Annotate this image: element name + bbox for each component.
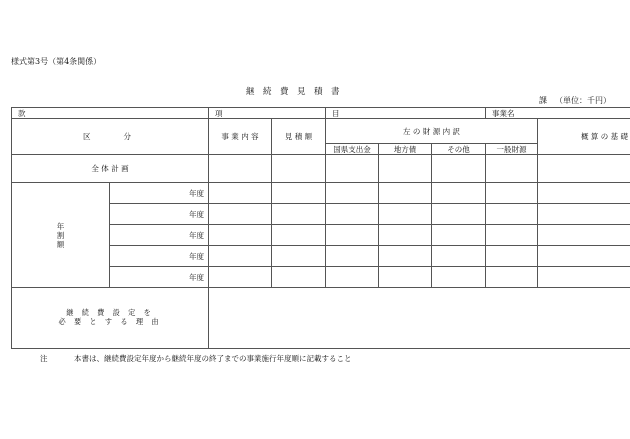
footnote-label: 注 <box>40 354 48 363</box>
cell[interactable] <box>486 183 538 204</box>
total-plan-label: 全 体 計 画 <box>12 155 209 183</box>
cell[interactable] <box>272 267 326 288</box>
top-row <box>12 108 630 119</box>
cell[interactable] <box>379 183 432 204</box>
total-plan-row <box>12 155 630 183</box>
unit-label: （単位：千円） <box>555 96 611 105</box>
cell[interactable] <box>432 225 486 246</box>
cell[interactable] <box>272 246 326 267</box>
kou-label <box>209 108 326 119</box>
estimate-table <box>11 107 630 349</box>
kan-text: 款 <box>18 108 26 118</box>
cell[interactable] <box>486 225 538 246</box>
cell[interactable] <box>538 204 630 225</box>
cell[interactable] <box>326 267 379 288</box>
year-label: 年度 <box>110 267 209 288</box>
cell[interactable] <box>272 183 326 204</box>
reason-cell[interactable] <box>209 288 630 349</box>
cell[interactable] <box>538 155 630 183</box>
cell[interactable] <box>272 204 326 225</box>
cell[interactable] <box>486 246 538 267</box>
annual-row <box>12 183 630 204</box>
annual-amount-text: 年 割 額 <box>56 221 65 249</box>
cell[interactable] <box>272 155 326 183</box>
project-name-label <box>486 108 630 119</box>
cell[interactable] <box>538 225 630 246</box>
cell[interactable] <box>379 225 432 246</box>
funding-national-prefectural: 国県支出金 <box>326 144 379 155</box>
cell[interactable] <box>209 225 272 246</box>
cell[interactable] <box>538 267 630 288</box>
cell[interactable] <box>486 267 538 288</box>
funding-general: 一般財源 <box>486 144 538 155</box>
year-label: 年度 <box>110 204 209 225</box>
cell[interactable] <box>432 204 486 225</box>
reason-text: 継 続 費 設 定 を 必 要 と す る 理 由 <box>58 308 162 326</box>
cell[interactable] <box>209 183 272 204</box>
content-header: 事 業 内 容 <box>209 119 272 155</box>
form-number: 様式第3号（第4条関係） <box>11 57 102 66</box>
document-title: 継 続 費 見 積 書 <box>246 87 340 97</box>
section-unit-line <box>539 95 611 106</box>
cell[interactable] <box>379 267 432 288</box>
cell[interactable] <box>432 155 486 183</box>
kou-text: 項 <box>215 108 223 118</box>
moku-label <box>326 108 486 119</box>
estimate-header: 見 積 額 <box>272 119 326 155</box>
cell[interactable] <box>379 204 432 225</box>
kan-label <box>12 108 209 119</box>
moku-text: 目 <box>332 108 340 118</box>
category-header: 区 分 <box>12 119 209 155</box>
cell[interactable] <box>432 267 486 288</box>
reason-label <box>12 288 209 349</box>
cell[interactable] <box>379 155 432 183</box>
cell[interactable] <box>209 246 272 267</box>
cell[interactable] <box>538 183 630 204</box>
section-label: 課 <box>539 96 547 105</box>
cell[interactable] <box>326 246 379 267</box>
cell[interactable] <box>486 155 538 183</box>
footnote-text: 本書は、継続費設定年度から継続年度の終了までの事業施行年度順に記載すること <box>74 354 352 363</box>
year-label: 年度 <box>110 246 209 267</box>
cell[interactable] <box>432 183 486 204</box>
cell[interactable] <box>326 225 379 246</box>
annual-amount-label <box>12 183 110 288</box>
project-name-text: 事業名 <box>492 108 515 118</box>
cell[interactable] <box>486 204 538 225</box>
funding-breakdown-header: 左 の 財 源 内 訳 <box>326 119 538 144</box>
funding-other: その他 <box>432 144 486 155</box>
footnote <box>40 353 352 364</box>
basis-header: 概 算 の 基 礎 <box>538 119 630 155</box>
cell[interactable] <box>209 267 272 288</box>
cell[interactable] <box>272 225 326 246</box>
cell[interactable] <box>209 204 272 225</box>
reason-row <box>12 288 630 349</box>
cell[interactable] <box>209 155 272 183</box>
cell[interactable] <box>326 155 379 183</box>
header-row <box>12 119 630 144</box>
funding-local-bond: 地方債 <box>379 144 432 155</box>
year-label: 年度 <box>110 183 209 204</box>
cell[interactable] <box>326 183 379 204</box>
cell[interactable] <box>538 246 630 267</box>
cell[interactable] <box>432 246 486 267</box>
cell[interactable] <box>326 204 379 225</box>
year-label: 年度 <box>110 225 209 246</box>
cell[interactable] <box>379 246 432 267</box>
